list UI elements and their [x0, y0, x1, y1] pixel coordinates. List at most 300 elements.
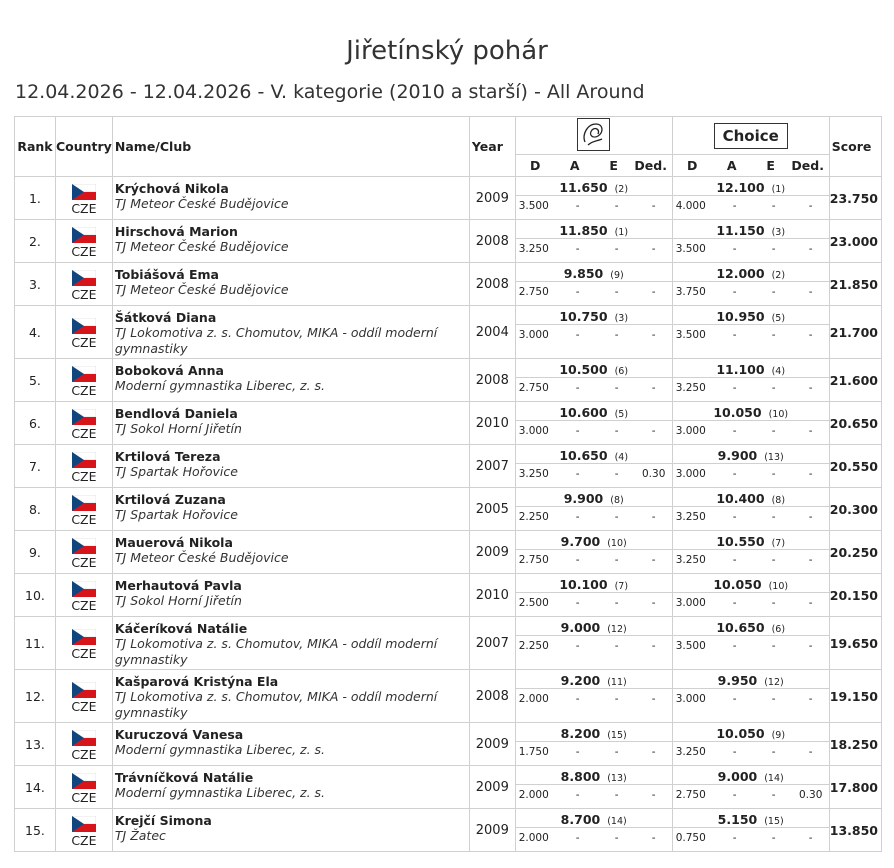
rank-cell: 1. [15, 177, 56, 220]
table-row [15, 488, 882, 531]
athlete-name: Tobiášová Ema [114, 267, 219, 282]
a-score: - [732, 382, 737, 394]
d-score: 3.250 [675, 554, 706, 566]
country-code: CZE [71, 425, 97, 441]
apparatus-rank: (13) [764, 452, 784, 463]
a-score: - [732, 468, 737, 480]
d-score: 3.500 [675, 329, 706, 341]
czech-flag-icon [72, 629, 96, 645]
club-name: TJ Meteor České Budějovice [114, 196, 289, 211]
rank-cell: 15. [15, 809, 56, 852]
ball-apparatus-icon [577, 118, 610, 151]
a-score: - [575, 789, 580, 801]
country-code: CZE [71, 286, 97, 302]
ball-score-cell [515, 263, 672, 306]
apparatus-rank: (14) [607, 816, 627, 827]
apparatus-total: 10.050 [716, 726, 765, 741]
club-name: Moderní gymnastika Liberec, z. s. [114, 785, 326, 800]
apparatus-total: 9.200 [560, 673, 601, 688]
ded-score: - [651, 597, 656, 609]
country-cell [55, 617, 112, 670]
d-score: 2.000 [518, 693, 549, 705]
a-score: - [575, 832, 580, 844]
ball-score-cell [515, 617, 672, 670]
total-score-cell: 20.300 [829, 488, 881, 531]
year-cell: 2008 [469, 670, 515, 723]
e-score: - [614, 554, 619, 566]
apparatus-total: 9.850 [563, 266, 604, 281]
d-score: 2.000 [518, 789, 549, 801]
year-cell: 2010 [469, 402, 515, 445]
country-code: CZE [71, 468, 97, 484]
e-score: - [771, 329, 776, 341]
rank-cell: 14. [15, 766, 56, 809]
ball-score-cell [515, 488, 672, 531]
athlete-name: Kuruczová Vanesa [114, 727, 244, 742]
czech-flag-icon [72, 538, 96, 554]
apparatus-total: 10.550 [716, 534, 765, 549]
total-score-cell: 23.750 [829, 177, 881, 220]
total-score-cell: 19.650 [829, 617, 881, 670]
country-cell [55, 574, 112, 617]
e-score: - [771, 554, 776, 566]
rank-cell: 8. [15, 488, 56, 531]
country-cell [55, 723, 112, 766]
a-score: - [575, 554, 580, 566]
d-score: 3.250 [675, 511, 706, 523]
a-score: - [575, 746, 580, 758]
apparatus-rank: (10) [607, 538, 627, 549]
country-cell [55, 809, 112, 852]
e-score: - [771, 511, 776, 523]
e-score: - [771, 640, 776, 652]
a-score: - [575, 329, 580, 341]
czech-flag-icon [72, 366, 96, 382]
country-code: CZE [71, 789, 97, 805]
apparatus-rank: (7) [614, 581, 629, 592]
apparatus-rank: (6) [614, 366, 629, 377]
score-header: Score [829, 117, 881, 177]
year-cell: 2008 [469, 263, 515, 306]
club-name: TJ Lokomotiva z. s. Chomutov, MIKA - oddíl moderní gymnastiky [114, 325, 438, 356]
country-code: CZE [71, 698, 97, 714]
apparatus-rank: (12) [607, 624, 627, 635]
club-name: TJ Sokol Horní Jiřetín [114, 593, 242, 608]
e-score: - [771, 200, 776, 212]
ded-score: - [651, 554, 656, 566]
club-name: Moderní gymnastika Liberec, z. s. [114, 742, 326, 757]
ball-score-cell [515, 359, 672, 402]
club-name: TJ Sokol Horní Jiřetín [114, 421, 242, 436]
ded-score: - [651, 746, 656, 758]
apparatus-rank: (14) [764, 773, 784, 784]
apparatus-rank: (6) [771, 624, 786, 635]
rank-cell: 2. [15, 220, 56, 263]
a-score: - [732, 832, 737, 844]
czech-flag-icon [72, 730, 96, 746]
choice-score-cell [672, 723, 829, 766]
apparatus-total: 9.000 [717, 769, 758, 784]
e-score: - [771, 243, 776, 255]
athlete-name: Krtilová Tereza [114, 449, 221, 464]
ded-score: - [651, 425, 656, 437]
name-club-cell [112, 574, 469, 617]
table-row [15, 263, 882, 306]
name-club-cell [112, 531, 469, 574]
apparatus-total: 11.150 [716, 223, 765, 238]
apparatus-rank: (15) [764, 816, 784, 827]
apparatus-rank: (10) [768, 581, 789, 592]
ded-score: 0.30 [799, 789, 823, 801]
e-score: - [614, 789, 619, 801]
name-club-cell [112, 670, 469, 723]
e-score: - [614, 425, 619, 437]
a-score: - [732, 286, 737, 298]
d-score: 2.250 [518, 511, 549, 523]
d-score: 0.750 [675, 832, 706, 844]
rank-cell: 3. [15, 263, 56, 306]
apparatus-rank: (15) [607, 730, 627, 741]
ded-score: - [808, 640, 813, 652]
a-score: - [732, 789, 737, 801]
table-row [15, 723, 882, 766]
czech-flag-icon [72, 318, 96, 334]
name-club-cell [112, 177, 469, 220]
choice-score-cell [672, 263, 829, 306]
club-name: TJ Meteor České Budějovice [114, 282, 289, 297]
ded-score: - [651, 382, 656, 394]
year-cell: 2009 [469, 809, 515, 852]
athlete-name: Šátková Diana [114, 310, 217, 325]
table-row [15, 531, 882, 574]
club-name: TJ Lokomotiva z. s. Chomutov, MIKA - oddíl moderní gymnastiky [114, 636, 438, 667]
year-header: Year [469, 117, 515, 177]
country-cell [55, 359, 112, 402]
d-header: D [687, 158, 698, 173]
ball-score-cell [515, 766, 672, 809]
d-score: 3.000 [675, 693, 706, 705]
table-row [15, 359, 882, 402]
athlete-name: Hirschová Marion [114, 224, 238, 239]
d-score: 2.250 [518, 640, 549, 652]
a-header: A [726, 158, 737, 173]
header-row [15, 117, 882, 155]
d-score: 3.000 [675, 425, 706, 437]
apparatus-total: 10.650 [559, 448, 608, 463]
d-header: D [530, 158, 541, 173]
d-score: 2.750 [518, 554, 549, 566]
country-cell [55, 670, 112, 723]
ded-score: - [808, 693, 813, 705]
apparatus-total: 8.200 [560, 726, 601, 741]
czech-flag-icon [72, 495, 96, 511]
athlete-name: Bendlová Daniela [114, 406, 238, 421]
ball-score-cell [515, 402, 672, 445]
e-score: - [771, 789, 776, 801]
country-cell [55, 531, 112, 574]
results-table [14, 116, 882, 852]
e-score: - [771, 832, 776, 844]
table-row [15, 766, 882, 809]
ded-score: - [651, 832, 656, 844]
club-name: TJ Meteor České Budějovice [114, 550, 289, 565]
year-cell: 2008 [469, 359, 515, 402]
country-code: CZE [71, 243, 97, 259]
ded-score: - [808, 425, 813, 437]
country-code: CZE [71, 832, 97, 848]
country-cell [55, 402, 112, 445]
e-score: - [771, 468, 776, 480]
ball-score-cell [515, 809, 672, 852]
total-score-cell: 21.600 [829, 359, 881, 402]
d-score: 2.000 [518, 832, 549, 844]
apparatus-rank: (3) [771, 227, 786, 238]
athlete-name: Mauerová Nikola [114, 535, 233, 550]
total-score-cell: 23.000 [829, 220, 881, 263]
apparatus-rank: (8) [771, 495, 786, 506]
a-score: - [732, 200, 737, 212]
e-score: - [771, 382, 776, 394]
d-score: 3.000 [675, 597, 706, 609]
d-score: 3.000 [675, 468, 706, 480]
rank-cell: 13. [15, 723, 56, 766]
name-club-cell [112, 723, 469, 766]
apparatus-total: 9.900 [717, 448, 758, 463]
country-cell [55, 220, 112, 263]
e-score: - [614, 746, 619, 758]
choice-score-cell [672, 766, 829, 809]
d-score: 4.000 [675, 200, 706, 212]
apparatus-total: 8.700 [560, 812, 601, 827]
apparatus-rank: (11) [607, 677, 627, 688]
country-code: CZE [71, 382, 97, 398]
d-score: 3.500 [675, 243, 706, 255]
ded-score: - [808, 243, 813, 255]
apparatus-total: 10.600 [559, 405, 608, 420]
rank-cell: 12. [15, 670, 56, 723]
apparatus-rank: (4) [614, 452, 629, 463]
choice-apparatus-label: Choice [714, 123, 788, 149]
a-score: - [575, 286, 580, 298]
year-cell: 2008 [469, 220, 515, 263]
athlete-name: Krýchová Nikola [114, 181, 229, 196]
choice-score-cell [672, 670, 829, 723]
club-name: TJ Meteor České Budějovice [114, 239, 289, 254]
rank-cell: 9. [15, 531, 56, 574]
country-cell [55, 177, 112, 220]
choice-score-cell [672, 402, 829, 445]
year-cell: 2009 [469, 177, 515, 220]
d-score: 2.750 [518, 382, 549, 394]
ded-score: - [651, 640, 656, 652]
country-code: CZE [71, 554, 97, 570]
country-code: CZE [71, 645, 97, 661]
ded-score: - [808, 597, 813, 609]
d-score: 3.250 [518, 468, 549, 480]
country-code: CZE [71, 334, 97, 350]
e-score: - [771, 597, 776, 609]
rank-cell: 7. [15, 445, 56, 488]
page-title: Jiřetínský pohár [346, 36, 548, 66]
ded-header: Ded. [634, 158, 667, 173]
country-cell [55, 445, 112, 488]
apparatus-rank: (9) [610, 270, 624, 281]
athlete-name: Trávníčková Natálie [114, 770, 254, 785]
apparatus-total: 9.950 [717, 673, 758, 688]
apparatus-total: 9.000 [560, 620, 601, 635]
apparatus-total: 10.100 [559, 577, 608, 592]
club-name: TJ Lokomotiva z. s. Chomutov, MIKA - oddíl moderní gymnastiky [114, 689, 438, 720]
d-score: 2.750 [518, 286, 549, 298]
a-score: - [575, 382, 580, 394]
e-score: - [614, 329, 619, 341]
e-score: - [614, 640, 619, 652]
table-row [15, 809, 882, 852]
total-score-cell: 20.550 [829, 445, 881, 488]
ded-score: - [808, 832, 813, 844]
apparatus-rank: (2) [614, 184, 629, 195]
table-row [15, 177, 882, 220]
e-score: - [614, 286, 619, 298]
table-row [15, 445, 882, 488]
ded-header: Ded. [791, 158, 824, 173]
choice-score-cell [672, 445, 829, 488]
rank-header: Rank [15, 117, 56, 177]
ded-score: - [651, 329, 656, 341]
choice-score-cell [672, 306, 829, 359]
choice-score-cell [672, 617, 829, 670]
country-cell [55, 488, 112, 531]
athlete-name: Krejčí Simona [114, 813, 212, 828]
year-cell: 2007 [469, 617, 515, 670]
apparatus-total: 11.100 [716, 362, 765, 377]
year-cell: 2004 [469, 306, 515, 359]
d-score: 3.750 [675, 286, 706, 298]
table-row [15, 306, 882, 359]
d-score: 2.500 [518, 597, 549, 609]
a-score: - [732, 511, 737, 523]
apparatus-rank: (7) [771, 538, 786, 549]
country-cell [55, 766, 112, 809]
apparatus-ball-header [515, 117, 672, 155]
a-score: - [732, 597, 737, 609]
name-club-cell [112, 402, 469, 445]
d-score: 3.500 [675, 640, 706, 652]
event-subtitle: 12.04.2026 - 12.04.2026 - V. kategorie (2010 a starší) - All Around [15, 81, 645, 103]
a-score: - [732, 425, 737, 437]
a-score: - [732, 746, 737, 758]
choice-score-cell [672, 220, 829, 263]
name-club-cell [112, 766, 469, 809]
a-score: - [575, 640, 580, 652]
table-row [15, 402, 882, 445]
czech-flag-icon [72, 452, 96, 468]
apparatus-total: 12.000 [716, 266, 765, 281]
athlete-name: Boboková Anna [114, 363, 224, 378]
apparatus-total: 11.650 [559, 180, 608, 195]
table-row [15, 220, 882, 263]
ball-score-cell [515, 220, 672, 263]
year-cell: 2005 [469, 488, 515, 531]
e-score: - [771, 286, 776, 298]
apparatus-total: 11.850 [559, 223, 608, 238]
apparatus-rank: (13) [607, 773, 627, 784]
apparatus-total: 9.700 [560, 534, 601, 549]
apparatus-rank: (9) [771, 730, 786, 741]
d-score: 3.250 [675, 746, 706, 758]
czech-flag-icon [72, 773, 96, 789]
choice-score-cell [672, 488, 829, 531]
ded-score: - [651, 200, 656, 212]
country-code: CZE [71, 597, 97, 613]
a-score: - [732, 693, 737, 705]
e-score: - [614, 693, 619, 705]
ball-score-cell [515, 670, 672, 723]
athlete-name: Káčeríková Natálie [114, 621, 248, 636]
choice-score-cell [672, 574, 829, 617]
a-score: - [575, 425, 580, 437]
d-score: 2.750 [675, 789, 706, 801]
e-score: - [771, 425, 776, 437]
d-score: 3.250 [518, 243, 549, 255]
czech-flag-icon [72, 227, 96, 243]
apparatus-total: 8.800 [560, 769, 601, 784]
czech-flag-icon [72, 682, 96, 698]
ball-score-cell [515, 531, 672, 574]
year-cell: 2009 [469, 723, 515, 766]
apparatus-total: 10.500 [559, 362, 608, 377]
rank-cell: 6. [15, 402, 56, 445]
apparatus-total: 5.150 [717, 812, 758, 827]
d-score: 3.000 [518, 425, 549, 437]
choice-score-cell [672, 177, 829, 220]
name-club-cell [112, 617, 469, 670]
ded-score: - [808, 511, 813, 523]
apparatus-total: 10.750 [559, 309, 608, 324]
total-score-cell: 13.850 [829, 809, 881, 852]
ball-score-cell [515, 723, 672, 766]
a-header: A [569, 158, 580, 173]
apparatus-rank: (1) [771, 184, 786, 195]
ded-score: - [651, 243, 656, 255]
country-code: CZE [71, 200, 97, 216]
apparatus-rank: (5) [771, 313, 786, 324]
d-score: 1.750 [518, 746, 549, 758]
year-cell: 2010 [469, 574, 515, 617]
total-score-cell: 21.700 [829, 306, 881, 359]
table-row [15, 574, 882, 617]
a-score: - [575, 693, 580, 705]
rank-cell: 10. [15, 574, 56, 617]
ded-score: 0.30 [642, 468, 666, 480]
apparatus-rank: (4) [771, 366, 786, 377]
country-cell [55, 306, 112, 359]
e-header: E [766, 158, 775, 173]
total-score-cell: 17.800 [829, 766, 881, 809]
year-cell: 2009 [469, 531, 515, 574]
total-score-cell: 18.250 [829, 723, 881, 766]
table-row [15, 670, 882, 723]
country-cell [55, 263, 112, 306]
ded-score: - [808, 554, 813, 566]
apparatus-rank: (5) [614, 409, 629, 420]
ded-score: - [651, 286, 656, 298]
e-score: - [614, 200, 619, 212]
choice-score-cell [672, 531, 829, 574]
year-cell: 2009 [469, 766, 515, 809]
club-name: TJ Žatec [114, 828, 166, 843]
rank-cell: 11. [15, 617, 56, 670]
